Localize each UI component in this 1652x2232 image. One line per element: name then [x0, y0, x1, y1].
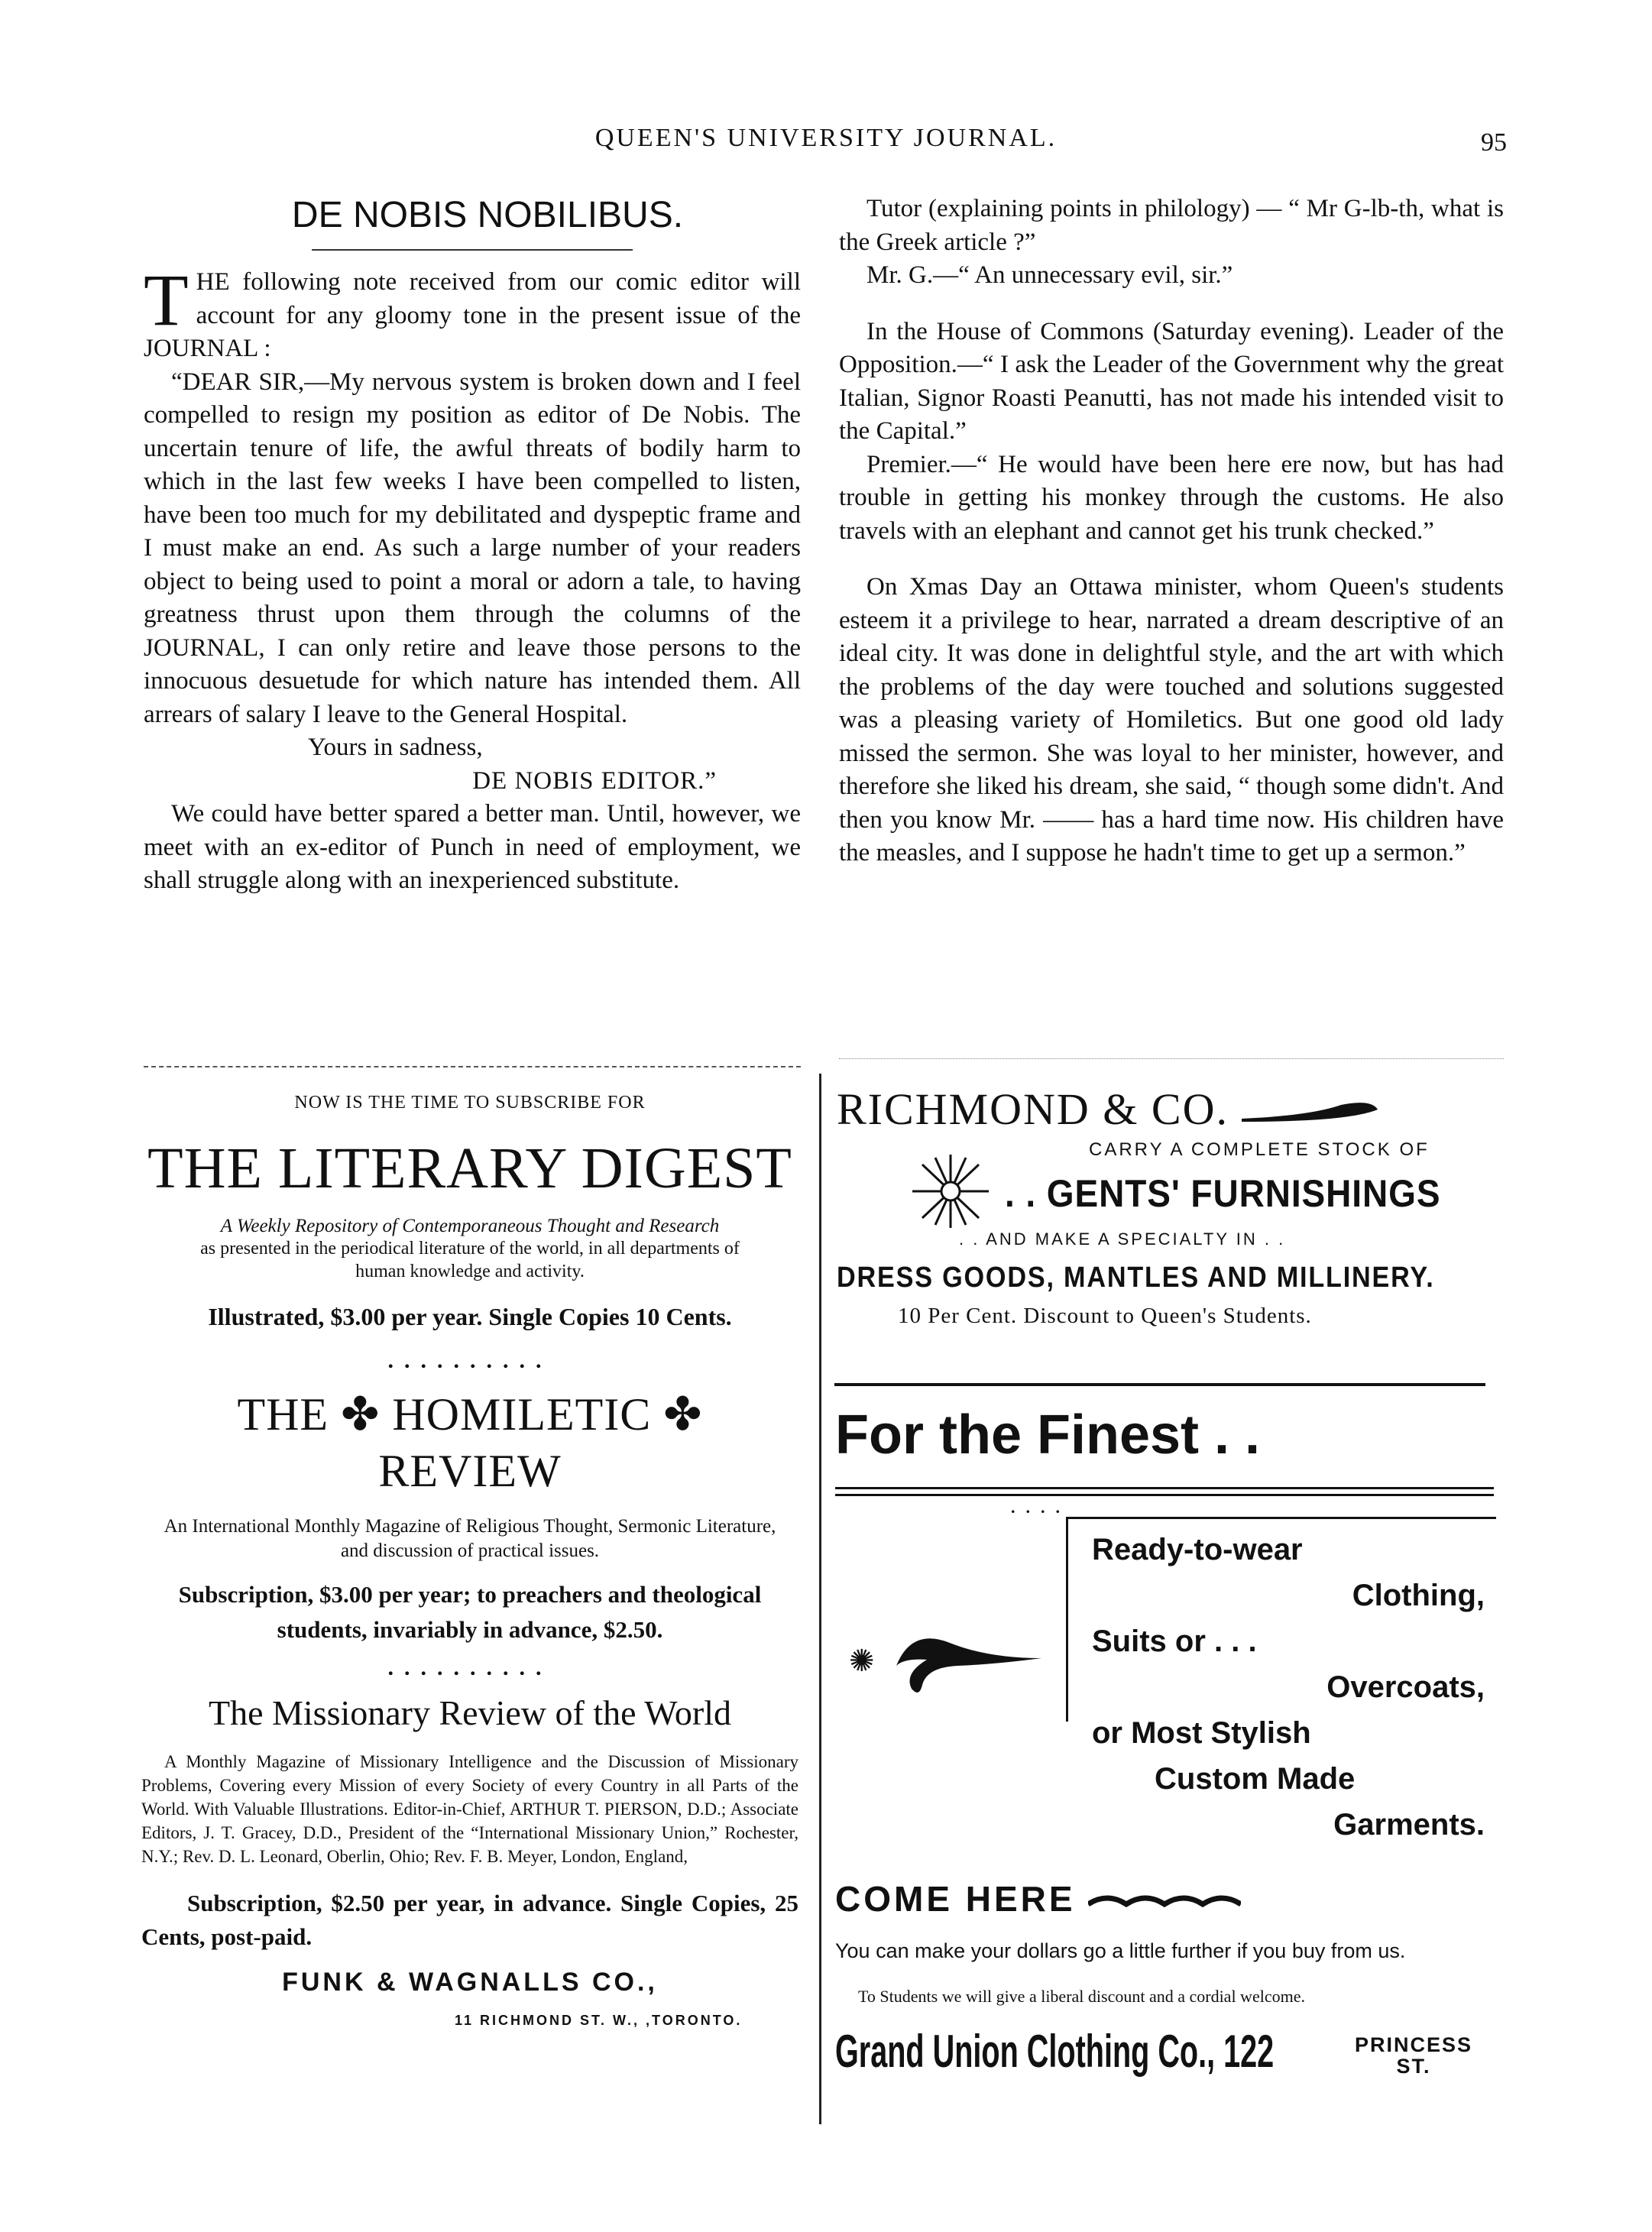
commons-question: In the House of Commons (Saturday evening). Leader of the Opposition.—“ I ask the Leader of the Government why the great Italian, Signor Roasti Peanutti, has not made his intended visit to the Capital.”: [839, 317, 1504, 445]
de-nobis-section: [144, 193, 801, 898]
intro-text: HE following note received from our comic editor will account for any gloomy tone in the present issue of the JOURNAL :: [144, 268, 801, 362]
publisher-name: FUNK & WAGNALLS CO.,: [282, 1968, 658, 1997]
headline-rule-1: [835, 1487, 1494, 1489]
company-name: Grand Union Clothing Co., 122: [835, 2026, 1275, 2077]
gents-furnishings: . . GENTS' FURNISHINGS: [1005, 1172, 1441, 1215]
street-address: [1355, 2034, 1472, 2077]
right-column: [839, 193, 1504, 870]
item-garments: Garments.: [1333, 1808, 1485, 1842]
richmond-name: [837, 1084, 1509, 1135]
item-custom-made: Custom Made: [1155, 1762, 1356, 1796]
missionary-price: Subscription, $2.50 per year, in advance. Single Copies, 25 Cents, post-paid.: [141, 1890, 798, 1950]
page-header-title: QUEEN'S UNIVERSITY JOURNAL.: [594, 124, 1058, 152]
digest-italic-line: A Weekly Repository of Contemporaneous Thought and Research: [220, 1216, 720, 1236]
homiletic-price: Subscription, $3.00 per year; to preachers and theological students, invariably in advance, $2.50.: [178, 1581, 762, 1643]
drop-cap: T: [144, 259, 189, 341]
dot-divider-3: ....: [1011, 1498, 1071, 1517]
dot-divider-1: ..........: [387, 1348, 552, 1373]
richmond-bottom-rule: [834, 1383, 1485, 1386]
item-ready-to-wear: Ready-to-wear: [1092, 1533, 1303, 1566]
missionary-description: A Monthly Magazine of Missionary Intelligence and the Discussion of Missionary Problems, Covering every Mission of every Society of every Country in all Parts of the World. With Valuable Illustrations. Editor-in-Chief, ARTHUR T. PIERSON, D.D.; Associate Editors, J. T. Gracey, D.D., President of the “International Missionary Union,” Rochester, N.Y.; Rev. D. L. Leonard, Oberlin, Ohio; Rev. F. B. Meyer, London, England,: [141, 1752, 798, 1866]
de-nobis-heading: DE NOBIS NOBILIBUS.: [291, 195, 684, 235]
tutor-answer: Mr. G.—“ An unnecessary evil, sir.”: [866, 261, 1233, 289]
dot-divider-2: ..........: [387, 1655, 552, 1680]
starburst-icon: [909, 1153, 993, 1229]
left-separator: [144, 1066, 801, 1067]
publisher-address: 11 RICHMOND ST. W., ,TORONTO.: [455, 2013, 743, 2028]
digest-price: Illustrated, $3.00 per year. Single Copies 10 Cents.: [208, 1303, 732, 1330]
students-line: To Students we will give a liberal discount and a cordial welcome.: [858, 1987, 1305, 2006]
swirl-flourish-icon: [1088, 1890, 1241, 1913]
page-number: 95: [1481, 128, 1507, 157]
richmond-ad: [837, 1084, 1509, 1329]
asterisk-icon: ✺: [849, 1644, 875, 1678]
tutor-question: Tutor (explaining points in philology) — “ Mr G-lb-th, what is the Greek article ?”: [839, 195, 1504, 256]
student-discount: 10 Per Cent. Discount to Queen's Students.: [898, 1304, 1312, 1328]
come-here-text: COME HERE: [835, 1879, 1076, 1919]
richmond-title: RICHMOND & CO.: [837, 1084, 1229, 1134]
street-suffix: ST.: [1396, 2055, 1431, 2078]
homiletic-review-title: THE ✤ HOMILETIC ✤ REVIEW: [237, 1389, 703, 1496]
right-separator: [839, 1058, 1504, 1059]
finest-headline: For the Finest . .: [835, 1404, 1261, 1466]
item-clothing: Clothing,: [1352, 1579, 1485, 1612]
come-here: [835, 1878, 1241, 1919]
specialty-line: . . AND MAKE A SPECIALTY IN . .: [959, 1229, 1286, 1249]
dollars-line: You can make your dollars go a little further if you buy from us.: [835, 1939, 1406, 1962]
commons-answer: Premier.—“ He would have been here ere now, but has had trouble in getting his monkey through the customs. He also travels with an elephant and cannot get his trunk checked.”: [839, 450, 1504, 545]
literary-digest-title: THE LITERARY DIGEST: [147, 1136, 792, 1200]
item-suits: Suits or . . .: [1092, 1625, 1257, 1658]
headline-rule-2: [835, 1494, 1494, 1496]
letter-closing: Yours in sadness,: [308, 734, 483, 761]
missionary-review-title: The Missionary Review of the World: [208, 1693, 732, 1732]
dress-goods-line: DRESS GOODS, MANTLES AND MILLINERY.: [837, 1262, 1435, 1294]
grand-union-ad: [835, 1391, 1508, 2117]
item-overcoats: Overcoats,: [1326, 1670, 1485, 1704]
hand-pointer-icon: [889, 1620, 1057, 1704]
funk-wagnalls-ad: [141, 1093, 798, 2029]
carry-stock-line: CARRY A COMPLETE STOCK OF: [1089, 1139, 1430, 1160]
column-divider: [819, 1074, 821, 2124]
conclusion-text: We could have better spared a better man. Until, however, we meet with an ex-editor of Punch in need of employment, we shall struggle along with an inexperienced substitute.: [144, 800, 801, 894]
item-most-stylish: or Most Stylish: [1092, 1716, 1311, 1750]
letter-text: “DEAR SIR,—My nervous system is broken down and I feel compelled to resign my position as editor of De Nobis. The uncertain tenure of life, the awful threats of bodily harm to which in the last few weeks I have been compelled to listen, have been too much for my debilitated and dyspeptic frame and I must make an end. As such a large number of your readers object to being used to point a moral or adorn a tale, to having greatness thrust upon them through the columns of the JOURNAL, I can only retire and leave those persons to the innocuous desuetude for which nature has intended them. All arrears of salary I leave to the General Hospital.: [144, 368, 801, 728]
digest-description: as presented in the periodical literature of the world, in all departments of human knowledge and activity.: [200, 1239, 740, 1281]
xmas-story: On Xmas Day an Ottawa minister, whom Queen's students esteem it a privilege to hear, narrated a dream descriptive of an ideal city. It was done in delightful style, and the art with which the problems of the day were touched and solutions suggested was a pleasing variety of Homiletics. But one good old lady missed the sermon. She was loyal to her minister, however, and therefore she liked his dream, she said, “ though some didn't. And then you know Mr. —— has a hard time now. His children have the measles, and I suppose he hadn't time to get up a sermon.”: [839, 573, 1504, 867]
heading-rule: [312, 249, 633, 251]
street-name: PRINCESS: [1355, 2033, 1473, 2056]
now-subscribe-line: NOW IS THE TIME TO SUBSCRIBE FOR: [294, 1093, 646, 1113]
letter-signature: DE NOBIS EDITOR.”: [472, 766, 717, 795]
homiletic-description: An International Monthly Magazine of Religious Thought, Sermonic Literature, and discussion of practical issues.: [164, 1516, 776, 1561]
flourish-icon: [1242, 1099, 1379, 1129]
